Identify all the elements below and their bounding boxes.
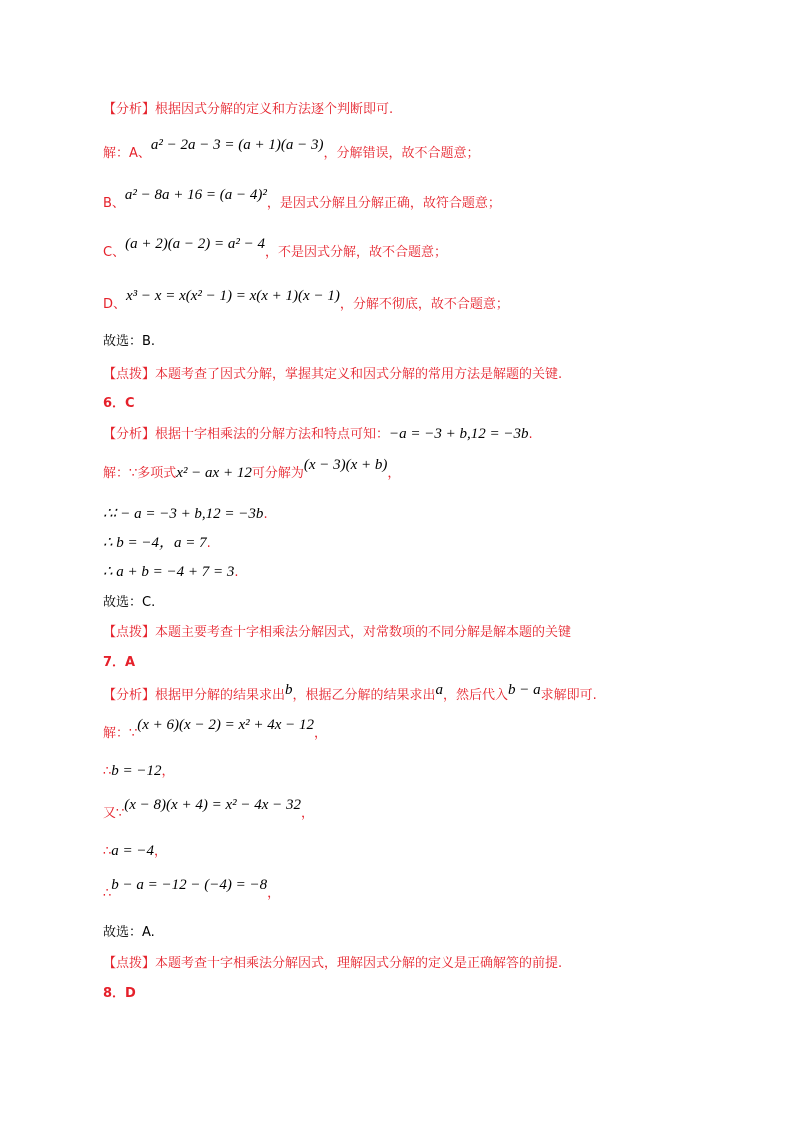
math-expression: b = −12 — [111, 763, 162, 779]
math-expression: −a = −3 + b,12 = −3b — [389, 426, 529, 442]
math-expression: b − a — [508, 682, 541, 698]
math-expression: a = −4 — [111, 843, 155, 859]
math-expression: ∴ a + b = −4 + 7 = 3 — [103, 564, 235, 580]
option-b-line: B、a² − 8a + 16 = (a − 4)²，是因式分解且分解正确，故符合题意； — [103, 187, 501, 211]
answer-line-q7: 故选：A. — [103, 925, 155, 940]
math-expression: (x − 8)(x + 4) = x² − 4x − 32 — [124, 797, 301, 813]
math-expression: a² − 8a + 16 = (a − 4)² — [124, 187, 267, 203]
math-expression: b − a = −12 − (−4) = −8 — [111, 877, 268, 893]
step-line-2-q7: 又∵(x − 8)(x + 4) = x² − 4x − 32， — [103, 797, 315, 821]
solution-line-q6: 解：∵多项式x² − ax + 12可分解为(x − 3)(x + b)， — [103, 457, 401, 481]
math-expression: b — [285, 682, 293, 698]
solution-line-q7: 解：∵(x + 6)(x − 2) = x² + 4x − 12， — [103, 717, 328, 741]
analysis-line-q5: 【分析】根据因式分解的定义和方法逐个判断即可. — [103, 102, 394, 117]
math-expression: a² − 2a − 3 = (a + 1)(a − 3) — [150, 137, 324, 153]
option-a-line: 解：A、a² − 2a − 3 = (a + 1)(a − 3)，分解错误，故不合题意； — [103, 137, 480, 161]
math-expression: ∴ b = −4，a = 7 — [103, 535, 207, 551]
question-number-6: 6．C — [103, 396, 135, 411]
step-line-3-q6: ∴ a + b = −4 + 7 = 3. — [103, 564, 239, 580]
step-line-2-q6: ∴ b = −4，a = 7. — [103, 535, 211, 551]
tip-line-q6: 【点拨】本题主要考查十字相乘法分解因式，对常数项的不同分解是解本题的关键 — [103, 625, 572, 640]
option-d-line: D、x³ − x = x(x² − 1) = x(x + 1)(x − 1)，分解不彻底，故不合题意； — [103, 288, 509, 312]
step-line-1-q7: ∴b = −12， — [103, 763, 175, 779]
question-number-7: 7．A — [103, 655, 136, 670]
math-expression: a — [435, 682, 444, 698]
question-number-8: 8．D — [103, 986, 136, 1001]
tip-line-q5: 【点拨】本题考查了因式分解，掌握其定义和因式分解的常用方法是解题的关键. — [103, 367, 563, 382]
math-expression: ∴∶ − a = −3 + b,12 = −3b — [103, 506, 264, 522]
math-expression: x³ − x = x(x² − 1) = x(x + 1)(x − 1) — [126, 288, 340, 304]
answer-line-q5: 故选：B. — [103, 334, 156, 349]
math-expression: (x − 3)(x + b) — [303, 457, 388, 473]
math-expression: (x + 6)(x − 2) = x² + 4x − 12 — [137, 717, 314, 733]
math-expression: (a + 2)(a − 2) = a² − 4 — [125, 236, 266, 252]
option-c-line: C、(a + 2)(a − 2) = a² − 4，不是因式分解，故不合题意； — [103, 236, 448, 260]
analysis-line-q7: 【分析】根据甲分解的结果求出b，根据乙分解的结果求出a，然后代入b − a求解即可. — [103, 682, 597, 703]
step-line-4-q7: ∴b − a = −12 − (−4) = −8， — [103, 877, 281, 901]
math-expression: x² − ax + 12 — [176, 465, 252, 481]
analysis-line-q6: 【分析】根据十字相乘法的分解方法和特点可知：−a = −3 + b,12 = −3b. — [103, 426, 533, 442]
answer-line-q6: 故选：C. — [103, 595, 156, 610]
step-line-3-q7: ∴a = −4， — [103, 843, 168, 859]
step-line-1-q6: ∴∶ − a = −3 + b,12 = −3b. — [103, 506, 268, 522]
tip-line-q7: 【点拨】本题考查十字相乘法分解因式，理解因式分解的定义是正确解答的前提. — [103, 956, 563, 971]
